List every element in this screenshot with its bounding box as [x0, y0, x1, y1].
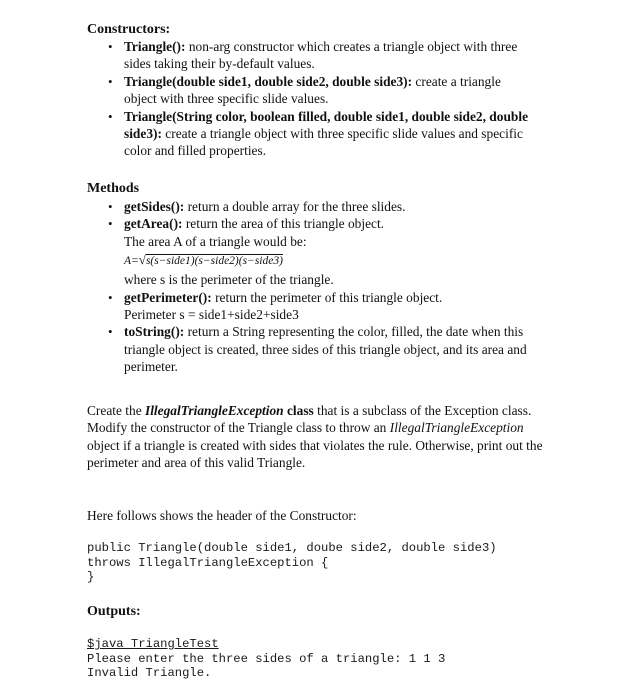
method-signature: Triangle(): [124, 39, 186, 54]
bullet-icon: • [108, 324, 113, 340]
code-line: Please enter the three sides of a triangle: 1 1 3 [87, 651, 446, 666]
exception-class-name: IllegalTriangleException [145, 403, 284, 418]
bullet-icon: • [108, 216, 113, 232]
outputs-code [87, 637, 445, 681]
code-line: Invalid Triangle. [87, 666, 212, 681]
method-description: return a String representing the color, filled, the date when this triangle object is created, three sides of this triangle object, and its area and perimeter. [124, 324, 527, 375]
perimeter-formula-text: Perimeter s = side1+side2+side3 [124, 307, 299, 323]
constructors-heading: Constructors: [87, 22, 171, 37]
list-item [0, 73, 534, 108]
bullet-icon: • [108, 199, 113, 214]
outputs-heading: Outputs: [87, 604, 141, 619]
constructors-list [0, 38, 534, 160]
list-item [0, 38, 534, 73]
class-keyword: class [283, 403, 314, 418]
method-signature: getArea(): [124, 216, 183, 232]
paragraph-text: object if a triangle is created with sides that violates the rule. Otherwise, print out the perimeter and area of this valid Triangle. [87, 437, 543, 471]
code-line: public Triangle(double side1, doube side2, double side3) [87, 541, 497, 555]
area-intro-text: The area A of a triangle would be: [124, 233, 307, 249]
bullet-icon: • [108, 39, 113, 54]
methods-heading: Methods [87, 181, 140, 196]
exception-class-name-italic: IllegalTriangleException [389, 420, 524, 436]
method-description: create a triangle object with three specific slide values. [124, 73, 501, 107]
paragraph-text: Create the [87, 403, 145, 418]
method-signature: getPerimeter(): [124, 289, 212, 305]
method-description: return the area of this triangle object. [182, 216, 385, 232]
method-description: create a triangle object with three specific slide values and specific color and filled properties. [124, 126, 523, 159]
code-line: } [87, 570, 95, 585]
method-signature: Triangle(String color, boolean filled, double side1, double side2, double side3): [124, 108, 529, 142]
formula-radicand: s(s−side1)(s−side2)(s−side3) [145, 255, 283, 268]
list-item [0, 198, 534, 215]
list-item [0, 108, 534, 160]
code-line: throws IllegalTriangleException { [87, 555, 329, 570]
method-signature: toString(): [124, 324, 185, 340]
method-signature: getSides(): [124, 199, 185, 214]
list-item [0, 323, 534, 375]
method-signature: Triangle(double side1, double side2, double side3): [124, 73, 413, 89]
bullet-icon: • [108, 108, 113, 124]
code-line: $java TriangleTest [87, 637, 219, 651]
header-intro: Here follows shows the header of the Constructor: [87, 508, 357, 523]
bullet-icon: • [108, 73, 113, 89]
method-description: return a double array for the three slides. [184, 199, 406, 214]
perimeter-definition-text: where s is the perimeter of the triangle. [124, 272, 334, 288]
list-item [0, 215, 534, 288]
method-description: non-arg constructor which creates a triangle object with three sides taking their by-default values. [124, 39, 518, 72]
methods-list [0, 198, 534, 376]
exception-paragraph [87, 402, 547, 472]
bullet-icon: • [108, 289, 113, 305]
method-description: return the perimeter of this triangle object. [211, 289, 443, 305]
formula-lhs: A= [124, 255, 139, 268]
paragraph-text: that is a subclass of the Exception class. Modify the constructor of the Triangle class to throw an [87, 403, 532, 436]
area-formula [124, 250, 534, 271]
list-item [0, 289, 534, 324]
square-root-icon: √ [138, 252, 146, 268]
constructor-header-code [87, 541, 497, 585]
